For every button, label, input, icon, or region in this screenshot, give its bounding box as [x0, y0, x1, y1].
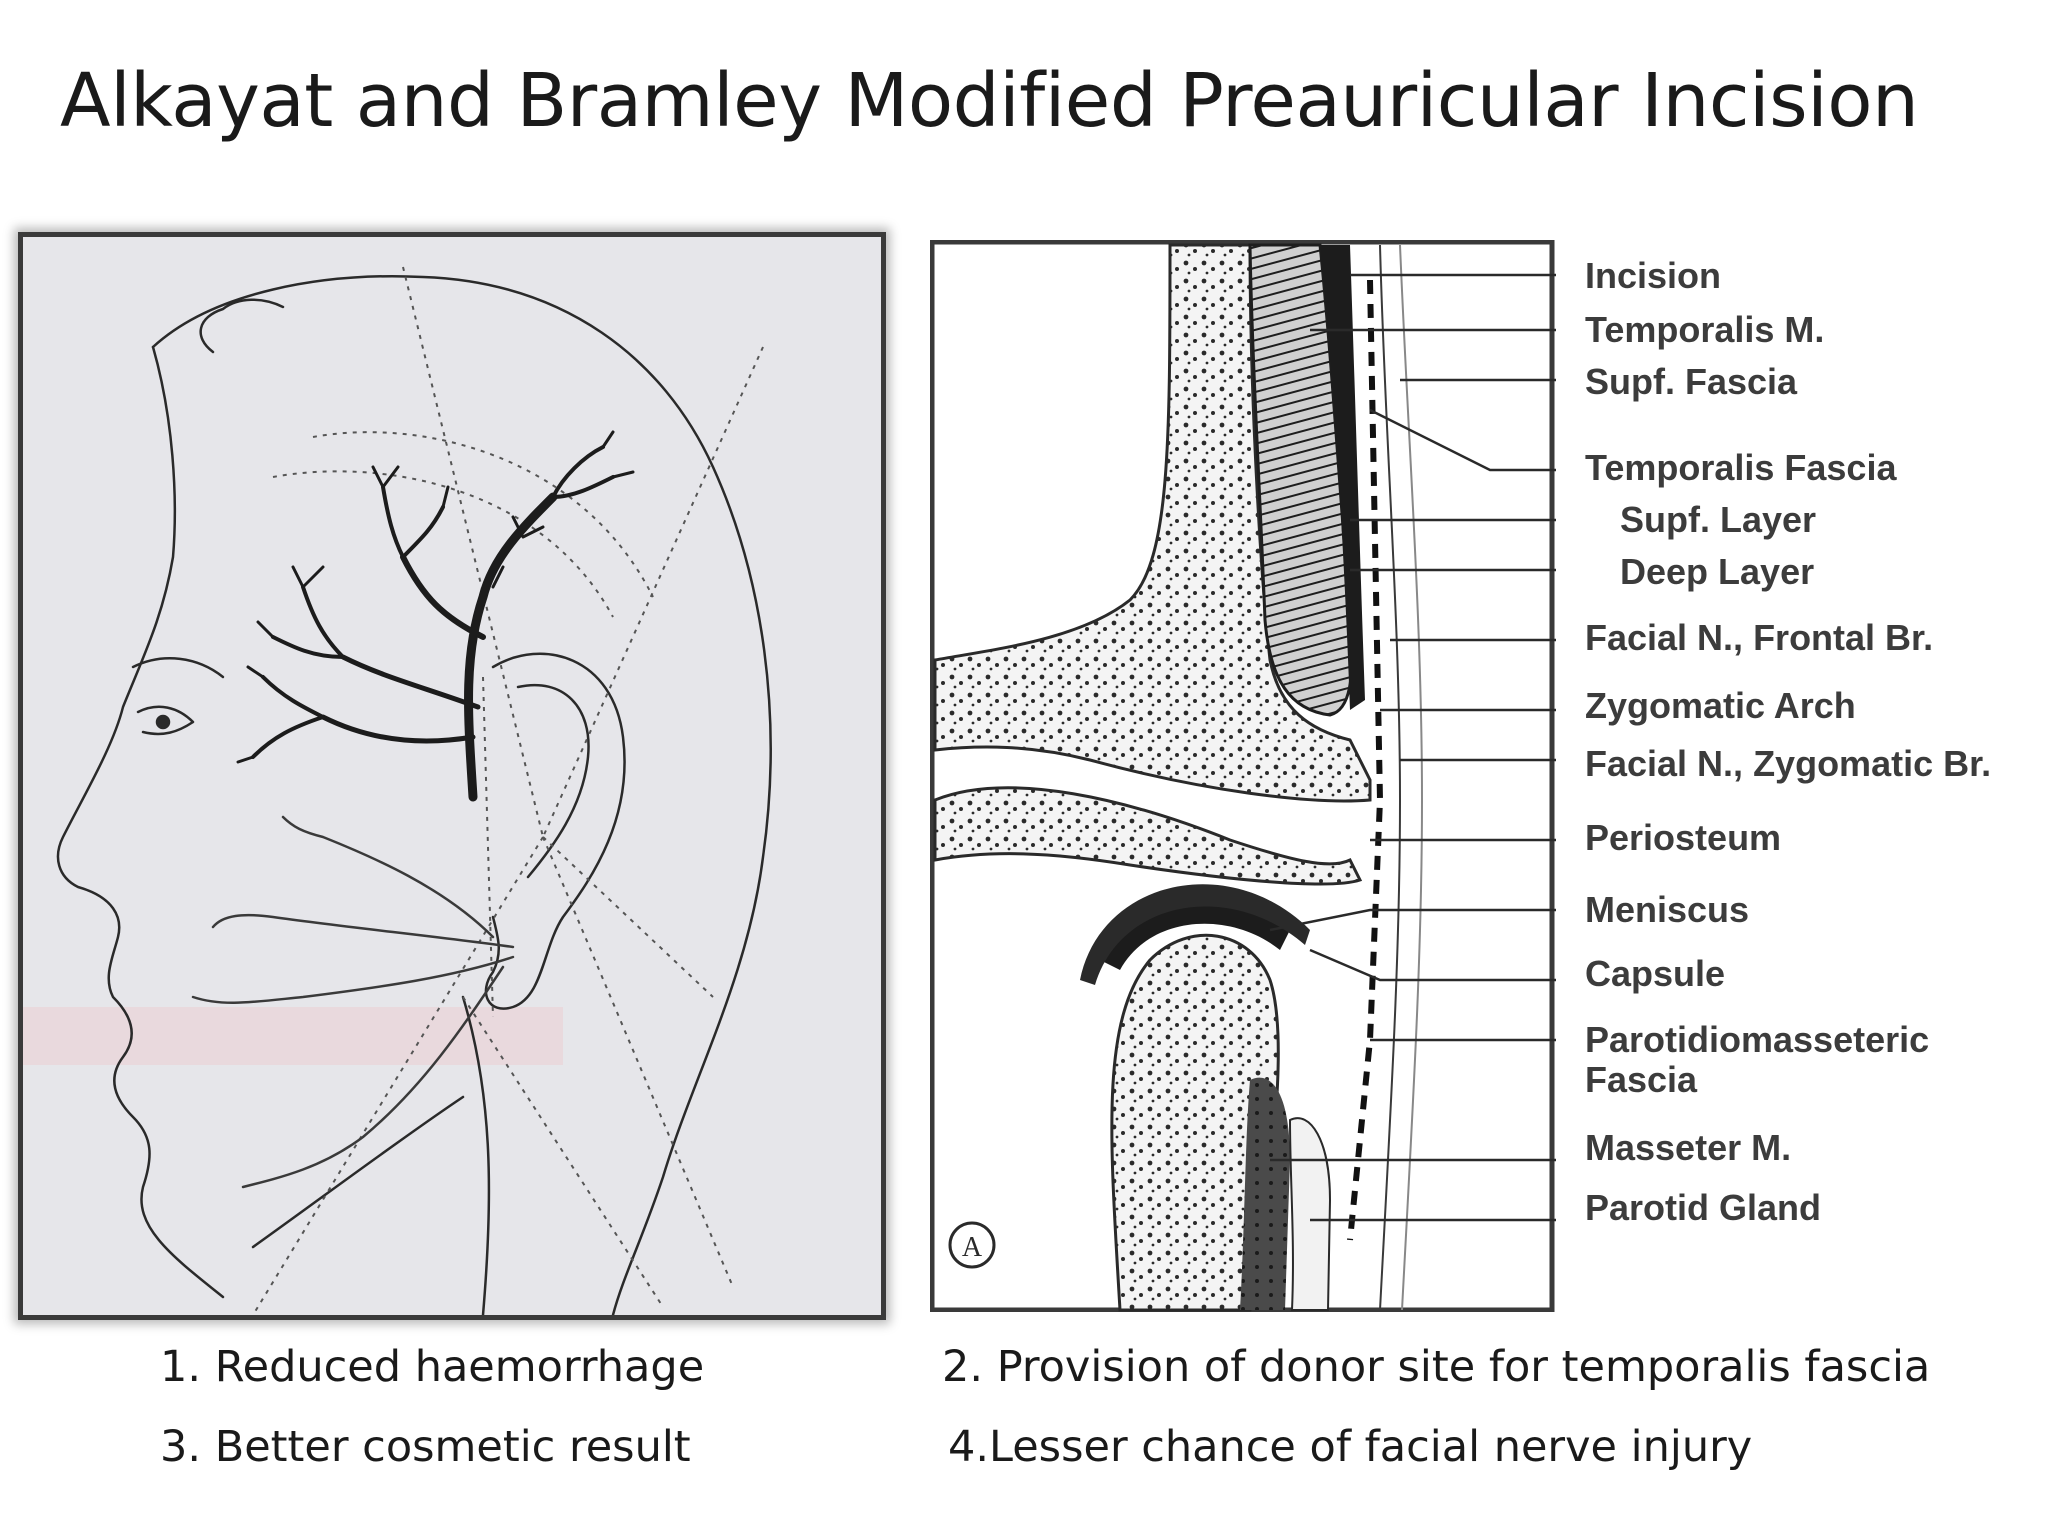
cross-section-panel	[930, 240, 1556, 1312]
dotted-line-3	[543, 837, 713, 997]
parotid-gland	[1290, 1118, 1330, 1310]
face-profile	[58, 347, 223, 1297]
nerve-branch-4	[283, 817, 493, 937]
hair-tuft	[201, 300, 283, 352]
head-outline	[153, 276, 771, 1315]
cross-section-drawing	[930, 240, 1556, 1312]
advantage-3: 3. Better cosmetic result	[160, 1422, 691, 1472]
ear-outline	[486, 654, 625, 1009]
advantage-2: 2. Provision of donor site for temporalis fascia	[942, 1342, 1931, 1392]
ear-inner	[518, 685, 589, 877]
label-masseter-muscle: Masseter M.	[1585, 1127, 1792, 1168]
label-parotidiomasseteric: Parotidiomasseteric	[1585, 1019, 1930, 1060]
eye-pupil	[157, 716, 169, 728]
label-superficial-layer: Supf. Layer	[1620, 499, 1817, 540]
eyebrow	[133, 658, 223, 677]
dotted-line-5	[253, 837, 543, 1315]
label-incision: Incision	[1585, 255, 1722, 296]
label-facial-nerve-frontal-branch: Facial N., Frontal Br.	[1585, 617, 1934, 658]
nerve-branch-1	[213, 915, 513, 947]
label-parotid-gland: Parotid Gland	[1585, 1187, 1822, 1228]
slide-title: Alkayat and Bramley Modified Preauricular Incision	[60, 58, 1919, 144]
jaw-line	[253, 1097, 463, 1247]
advantage-1: 1. Reduced haemorrhage	[160, 1342, 705, 1392]
dotted-line-2	[543, 347, 763, 837]
label-capsule: Capsule	[1585, 953, 1726, 994]
nerve-branch-2	[193, 957, 513, 1003]
head-drawing	[23, 237, 881, 1315]
label-facial-nerve-zygomatic-branch: Facial N., Zygomatic Br.	[1585, 743, 1992, 784]
label-temporalis-fascia: Temporalis Fascia	[1585, 447, 1897, 488]
scan-band	[23, 1007, 563, 1065]
label-temporalis-muscle: Temporalis M.	[1585, 309, 1825, 350]
label-superficial-fascia: Supf. Fascia	[1585, 361, 1798, 402]
dotted-arc-2	[273, 471, 613, 617]
figure-letter: A	[961, 1232, 983, 1263]
label-fascia: Fascia	[1585, 1059, 1698, 1100]
label-periosteum: Periosteum	[1585, 817, 1782, 858]
vessel-trunk	[469, 497, 553, 797]
label-deep-layer: Deep Layer	[1620, 551, 1815, 592]
label-zygomatic-arch: Zygomatic Arch	[1585, 685, 1856, 726]
label-meniscus: Meniscus	[1585, 889, 1750, 930]
head-illustration-panel	[18, 232, 886, 1320]
dotted-arc-1	[313, 432, 653, 597]
advantage-4: 4.Lesser chance of facial nerve injury	[948, 1422, 1753, 1472]
